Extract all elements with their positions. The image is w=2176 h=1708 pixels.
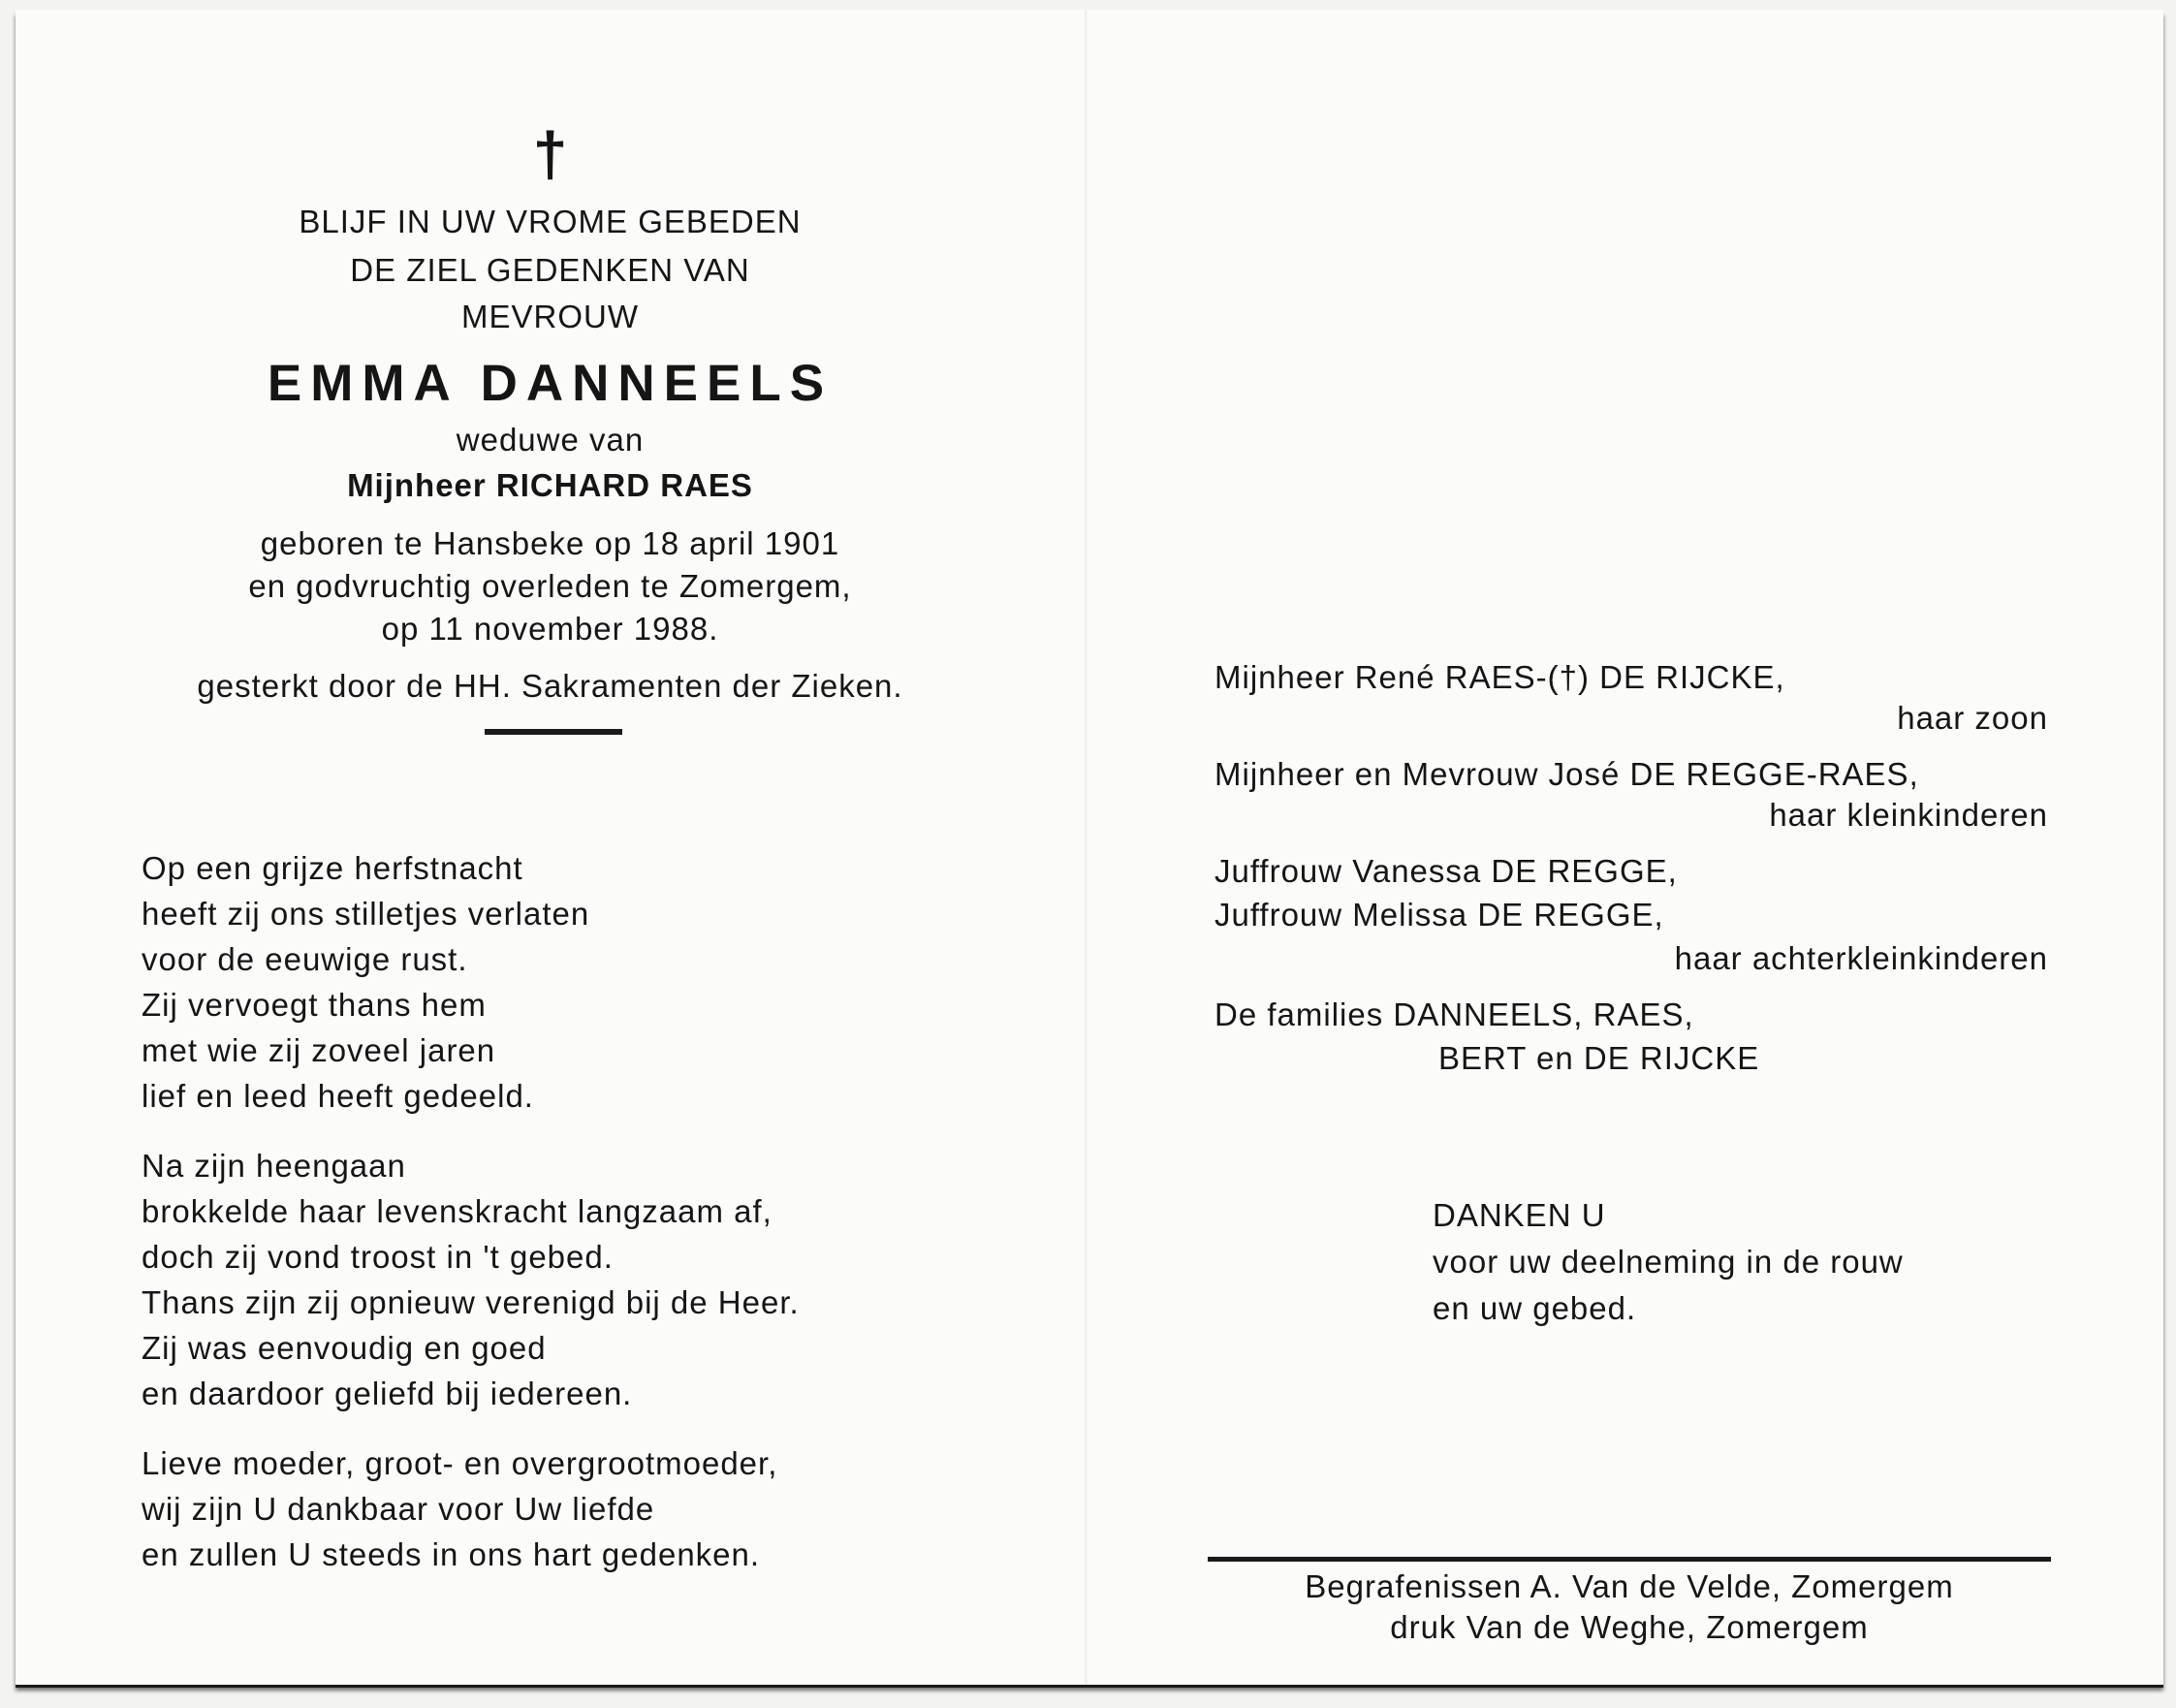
great-grandchild-2: Juffrouw Melissa DE REGGE,	[1214, 897, 1664, 933]
poem-line: Zij vervoegt thans hem	[142, 987, 487, 1023]
great-grandchildren-relation: haar achterkleinkinderen	[1674, 940, 2048, 976]
birth-line: geboren te Hansbeke op 18 april 1901	[260, 525, 840, 561]
widow-of: weduwe van	[456, 422, 645, 458]
husband-name: Mijnheer RICHARD RAES	[347, 467, 753, 503]
thanks-line-3: en uw gebed.	[1433, 1290, 1637, 1326]
poem-line: Op een grijze herfstnacht	[142, 850, 523, 886]
heading-line-3: MEVROUW	[461, 299, 639, 334]
poem-stanza-3	[142, 1440, 777, 1577]
great-grandchild-1: Juffrouw Vanessa DE REGGE,	[1214, 853, 1678, 889]
poem-line: met wie zij zoveel jaren	[142, 1032, 496, 1068]
cross-icon: †	[532, 119, 568, 189]
footer-rule	[1208, 1557, 2051, 1562]
poem-line: doch zij vond troost in 't gebed.	[142, 1239, 614, 1275]
footer-printer: druk Van de Weghe, Zomergem	[1390, 1609, 1869, 1645]
thanks-line-1: DANKEN U	[1433, 1197, 1606, 1233]
poem-line: Lieve moeder, groot- en overgrootmoeder,	[142, 1445, 778, 1481]
poem-line: Zij was eenvoudig en goed	[142, 1330, 547, 1366]
son-relation: haar zoon	[1897, 700, 2048, 736]
right-panel	[1088, 10, 2163, 1685]
poem-line: lief en leed heeft gedeeld.	[142, 1078, 534, 1114]
footer-funeral-home: Begrafenissen A. Van de Velde, Zomergem	[1305, 1568, 1954, 1604]
death-line: en godvruchtig overleden te Zomergem,	[248, 568, 852, 604]
heading-line-2: DE ZIEL GEDENKEN VAN	[350, 252, 750, 288]
poem-line: en daardoor geliefd bij iedereen.	[142, 1376, 633, 1411]
poem-line: en zullen U steeds in ons hart gedenken.	[142, 1536, 761, 1572]
poem-line: Thans zijn zij opnieuw verenigd bij de Heer.	[142, 1284, 800, 1320]
thanks-line-2: voor uw deelneming in de rouw	[1433, 1244, 1904, 1280]
families-line-2: BERT en DE RIJCKE	[1438, 1040, 1760, 1076]
poem-line: wij zijn U dankbaar voor Uw liefde	[142, 1491, 655, 1527]
poem-stanza-1	[142, 845, 589, 1119]
poem-line: Na zijn heengaan	[142, 1148, 406, 1184]
poem-line: heeft zij ons stilletjes verlaten	[142, 896, 590, 932]
grandchildren-relation: haar kleinkinderen	[1769, 797, 2048, 833]
poem-line: voor de eeuwige rust.	[142, 941, 468, 977]
memorial-card	[16, 10, 2163, 1685]
grandchildren-name: Mijnheer en Mevrouw José DE REGGE-RAES,	[1214, 756, 1919, 792]
families-line-1: De families DANNEELS, RAES,	[1214, 996, 1694, 1032]
son-name: Mijnheer René RAES-(†) DE RIJCKE,	[1214, 659, 1785, 695]
left-panel	[16, 10, 1085, 1685]
poem-stanza-2	[142, 1143, 800, 1416]
sacraments-line: gesterkt door de HH. Sakramenten der Zieken.	[197, 668, 903, 704]
divider-line	[485, 729, 622, 735]
heading-line-1: BLIJF IN UW VROME GEBEDEN	[299, 204, 802, 239]
death-date: op 11 november 1988.	[381, 611, 719, 647]
poem-line: brokkelde haar levenskracht langzaam af,	[142, 1193, 773, 1229]
deceased-name: EMMA DANNEELS	[267, 355, 834, 412]
